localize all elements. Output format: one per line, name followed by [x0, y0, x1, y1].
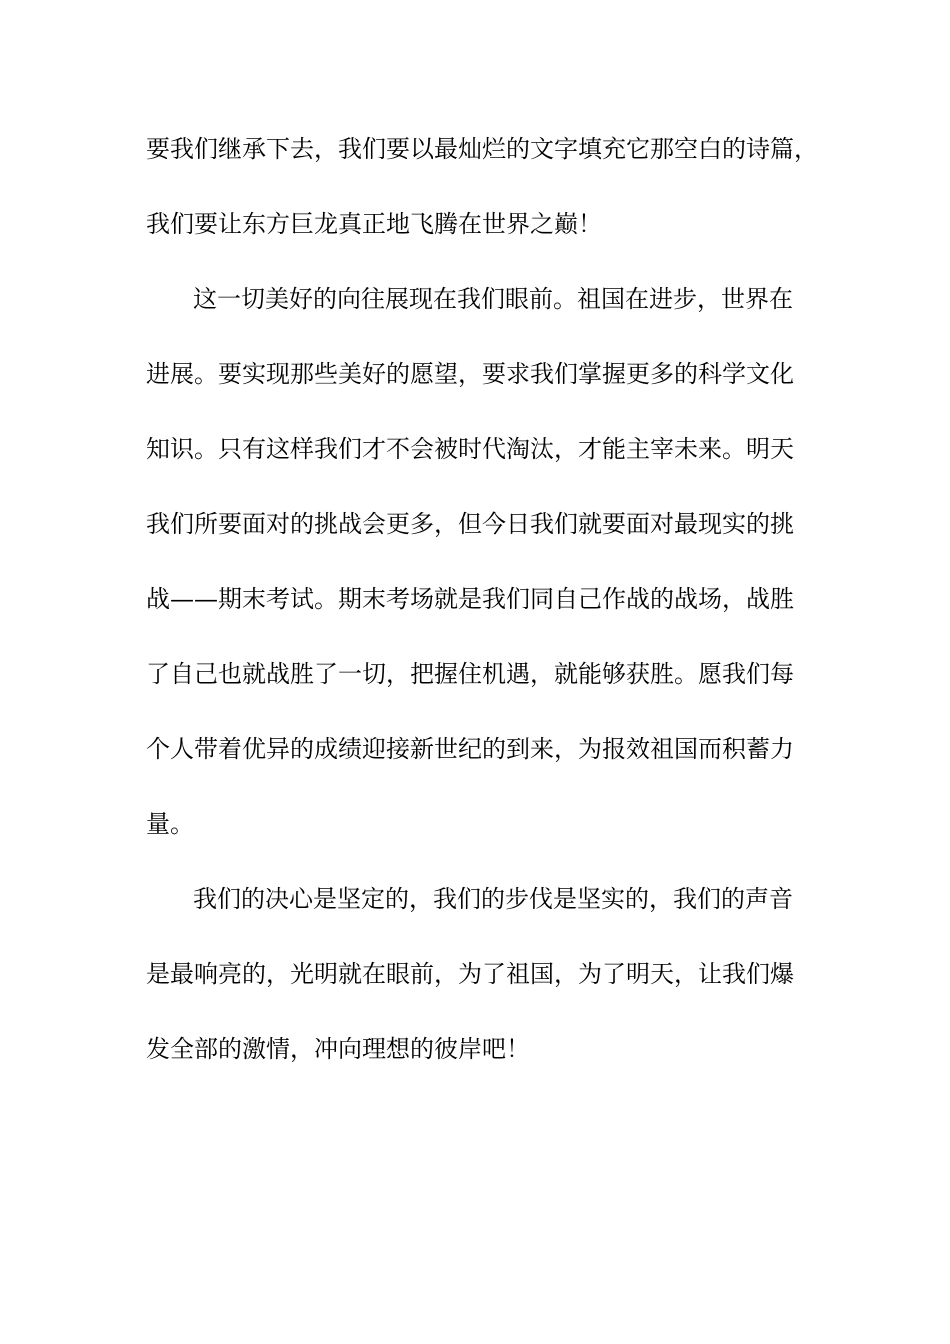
text-line: 进展。要实现那些美好的愿望，要求我们掌握更多的科学文化	[146, 360, 794, 388]
text-line: 是最响亮的，光明就在眼前，为了祖国，为了明天，让我们爆	[146, 960, 794, 988]
text-line: 个人带着优异的成绩迎接新世纪的到来，为报效祖国而积蓄力	[146, 735, 794, 763]
text-line: 我们要让东方巨龙真正地飞腾在世界之巅！	[146, 210, 602, 238]
text-line: 战——期末考试。期末考场就是我们同自己作战的战场，战胜	[146, 585, 794, 613]
text-line: 量。	[146, 810, 194, 838]
text-line: 我们所要面对的挑战会更多，但今日我们就要面对最现实的挑	[146, 510, 794, 538]
text-line: 发全部的激情，冲向理想的彼岸吧！	[146, 1035, 530, 1063]
text-line: 了自己也就战胜了一切，把握住机遇，就能够获胜。愿我们每	[146, 660, 794, 688]
body-text	[146, 124, 826, 1099]
text-line: 知识。只有这样我们才不会被时代淘汰，才能主宰未来。明天	[146, 435, 794, 463]
text-line: 要我们继承下去，我们要以最灿烂的文字填充它那空白的诗篇，	[146, 135, 818, 163]
paragraph-first-line: 我们的决心是坚定的，我们的步伐是坚实的，我们的声音	[193, 885, 793, 913]
paragraph-first-line: 这一切美好的向往展现在我们眼前。祖国在进步，世界在	[193, 285, 793, 313]
